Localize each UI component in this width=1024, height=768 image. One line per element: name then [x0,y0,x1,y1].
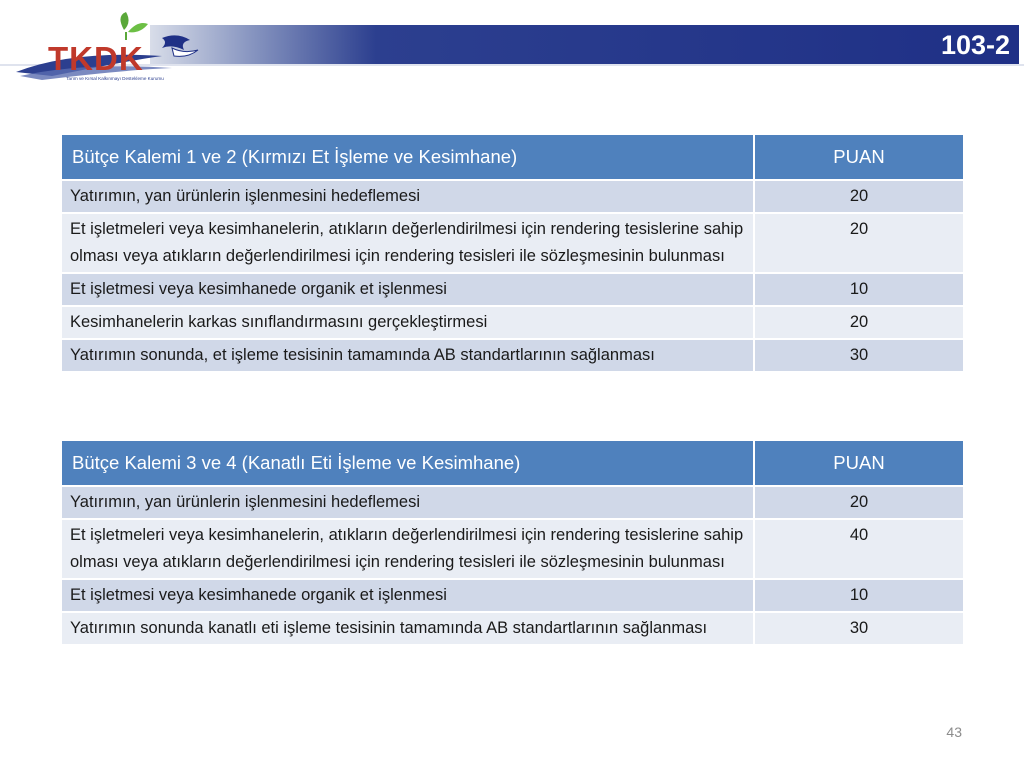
points-cell: 10 [754,273,964,306]
criterion-cell: Kesimhanelerin karkas sınıflandırmasını gerçekleştirmesi [61,306,754,339]
table-row [61,339,964,372]
criterion-cell: Et işletmeleri veya kesimhanelerin, atıkların değerlendirilmesi için rendering tesislerine sahip olması veya atıkların değerlendirilmesi için rendering tesisleri ile sözleşmesinin bulunması [61,213,754,273]
table-row [61,579,964,612]
table-row [61,213,964,273]
points-header: PUAN [754,134,964,180]
criterion-cell: Et işletmeleri veya kesimhanelerin, atıkların değerlendirilmesi için rendering tesislerine sahip olması veya atıkların değerlendirilmesi için rendering tesisleri ile sözleşmesinin bulunması [61,519,754,579]
criterion-cell: Yatırımın sonunda, et işleme tesisinin tamamında AB standartlarının sağlanması [61,339,754,372]
budget-item-header: Bütçe Kalemi 1 ve 2 (Kırmızı Et İşleme ve Kesimhane) [61,134,754,180]
table-row [61,612,964,645]
logo-bird-icon [162,35,198,56]
table-header-row [61,134,964,180]
points-cell: 20 [754,180,964,213]
criterion-cell: Et işletmesi veya kesimhanede organik et işlenmesi [61,273,754,306]
points-cell: 20 [754,306,964,339]
criterion-cell: Yatırımın, yan ürünlerin işlenmesini hedeflemesi [61,180,754,213]
points-cell: 20 [754,213,964,273]
criterion-cell: Et işletmesi veya kesimhanede organik et işlenmesi [61,579,754,612]
criterion-cell: Yatırımın sonunda kanatlı eti işleme tesisinin tamamında AB standartlarının sağlanması [61,612,754,645]
score-table-red-meat [60,133,965,373]
logo-subtitle: Tarım ve Kırsal Kalkınmayı Destekleme Kurumu [66,76,164,81]
page-number: 43 [946,724,962,740]
logo-text: TKDK [48,40,144,77]
points-cell: 40 [754,519,964,579]
table-row [61,273,964,306]
points-header: PUAN [754,440,964,486]
table-row [61,519,964,579]
header-bar [150,25,1019,65]
points-cell: 10 [754,579,964,612]
slide-code: 103-2 [940,30,1010,60]
logo-leaf-icon [120,12,148,40]
points-cell: 30 [754,339,964,372]
table-row [61,306,964,339]
criterion-cell: Yatırımın, yan ürünlerin işlenmesini hedeflemesi [61,486,754,519]
table-row [61,486,964,519]
table-header-row [61,440,964,486]
tkdk-logo [12,10,202,82]
table-row [61,180,964,213]
score-table-poultry [60,439,965,646]
budget-item-header: Bütçe Kalemi 3 ve 4 (Kanatlı Eti İşleme ve Kesimhane) [61,440,754,486]
points-cell: 30 [754,612,964,645]
points-cell: 20 [754,486,964,519]
